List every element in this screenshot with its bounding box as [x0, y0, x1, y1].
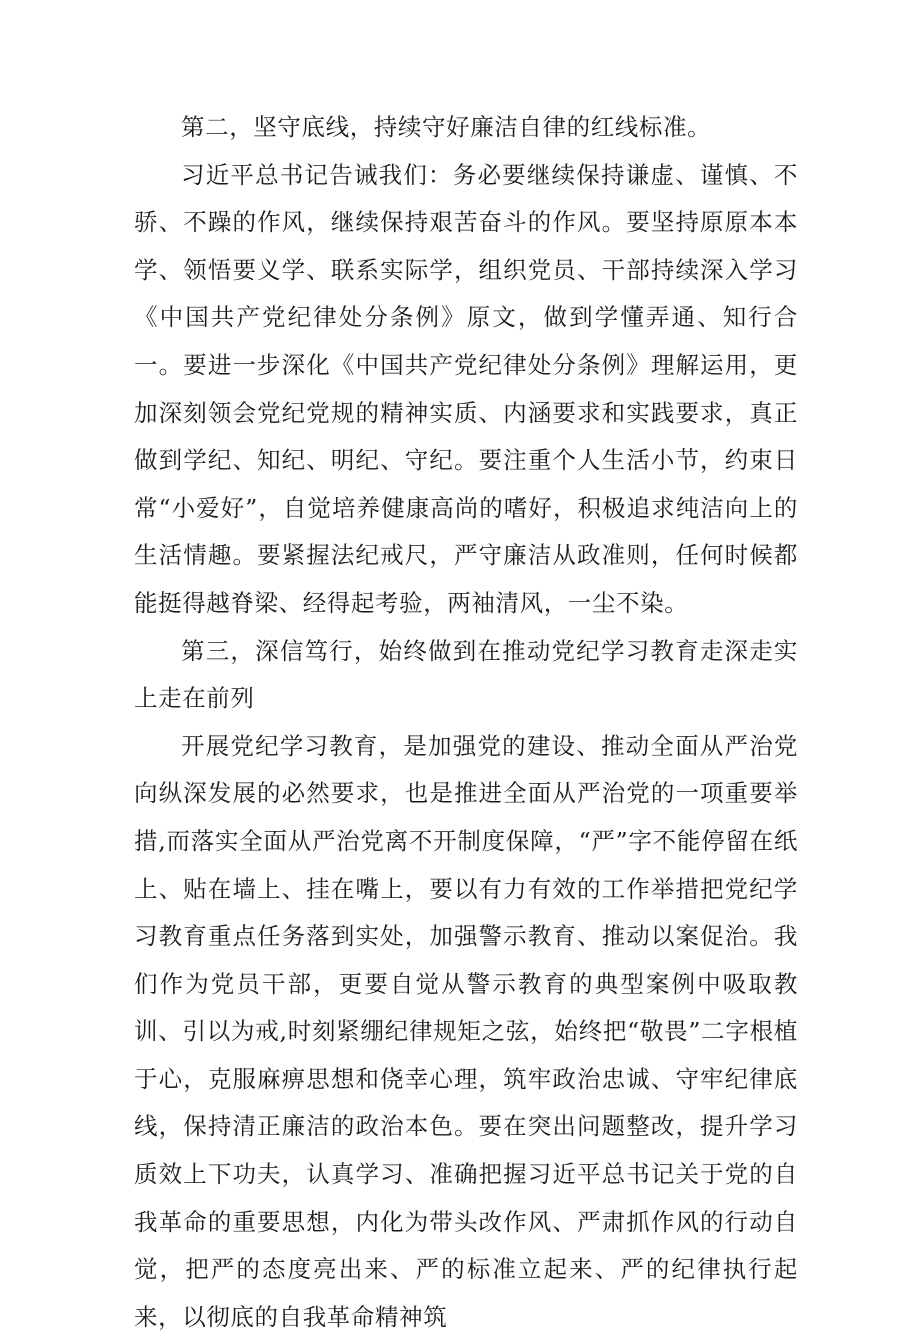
- paragraph-body-discipline: 习近平总书记告诫我们：务必要继续保持谦虚、谨慎、不骄、不躁的作风，继续保持艰苦奋斗的作风。要坚持原原本本学、领悟要义学、联系实际学，组织党员、干部持续深入学习《中国共产党纪律处分条例》原文，做到学懂弄通、知行合一。要进一步深化《中国共产党纪律处分条例》理解运用，更加深刻领会党纪党规的精神实质、内涵要求和实践要求，真正做到学纪、知纪、明纪、守纪。要注重个人生活小节，约束日常“小爱好”，自觉培养健康高尚的嗜好，积极追求纯洁向上的生活情趣。要紧握法纪戒尺，严守廉洁从政准则，任何时候都能挺得越脊梁、经得起考验，两袖清风，一尘不染。: [134, 160, 798, 617]
- document-page: [134, 104, 798, 1341]
- paragraph-body-education: 开展党纪学习教育，是加强党的建设、推动全面从严治党向纵深发展的必然要求，也是推进全面从严治党的一项重要举措,而落实全面从严治党离不开制度保障，“严”字不能停留在纸上、贴在墙上、挂在嘴上，要以有力有效的工作举措把党纪学习教育重点任务落到实处，加强警示教育、推动以案促治。我们作为党员干部，更要自觉从警示教育的典型案例中吸取教训、引以为戒,时刻紧绷纪律规矩之弦，始终把“敬畏”二字根植于心，克服麻痹思想和侥幸心理，筑牢政治忠诚、守牢纪律底线，保持清正廉洁的政治本色。要在突出问题整改，提升学习质效上下功夫，认真学习、准确把握习近平总书记关于党的自我革命的重要思想，内化为带头改作风、严肃抓作风的行动自觉，把严的态度亮出来、严的标准立起来、严的纪律执行起来，以彻底的自我革命精神筑: [134, 731, 798, 1331]
- paragraph-heading-second: 第二，坚守底线，持续守好廉洁自律的红线标准。: [181, 113, 712, 141]
- paragraph-heading-third: 第三，深信笃行，始终做到在推动党纪学习教育走深走实上走在前列: [134, 636, 798, 713]
